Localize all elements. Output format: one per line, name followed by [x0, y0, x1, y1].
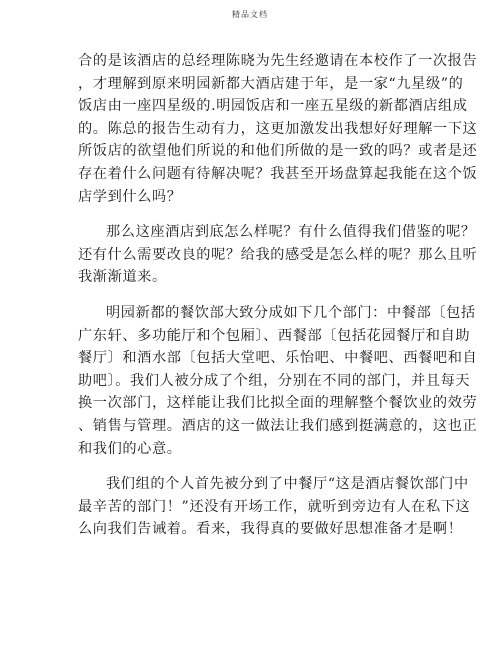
paragraph-2	[78, 221, 478, 289]
text-line: 餐厅〕和酒水部〔包括大堂吧、乐怡吧、中餐吧、西餐吧和自	[78, 350, 478, 367]
paragraph-4	[78, 473, 471, 541]
page-header: 精品文档	[232, 10, 268, 19]
text-line: 最辛苦的部门！”还没有开场工作，就听到旁边有人在私下这	[78, 498, 471, 515]
text-line: 的。陈总的报告生动有力，这更加激发出我想好好理解一下这	[78, 120, 478, 137]
text-line: 换一次部门，这样能让我们比拟全面的理解整个餐饮业的效劳	[78, 395, 478, 412]
text-line: 我渐渐道来。	[78, 269, 167, 286]
text-line: 还有什么需要改良的呢？给我的感受是怎么样的呢？那么且听	[78, 246, 478, 263]
text-line: 明园新都的餐饮部大致分成如下几个部门：中餐部〔包括	[106, 304, 476, 321]
text-line: 助吧〕。我们人被分成了个组，分别在不同的部门，并且每天	[78, 372, 471, 389]
text-line: 饭店由一座四星级的.明园饭店和一座五星级的新都酒店组成	[78, 98, 468, 115]
text-line: 存在着什么问题有待解决呢？我甚至开场盘算起我能在这个饭	[78, 165, 478, 182]
paragraph-1	[78, 50, 478, 208]
text-line: 么向我们告诫着。看来，我得真的要做好思想准备才是啊！	[78, 521, 463, 538]
text-line: 和我们的心意。	[78, 440, 182, 457]
text-line: 店学到什么吗？	[78, 188, 182, 205]
text-line: 、销售与管理。酒店的这一做法让我们感到挺满意的，这也正	[78, 417, 478, 434]
paragraph-3	[78, 302, 478, 460]
text-line: 那么这座酒店到底怎么样呢？有什么值得我们借鉴的呢？	[106, 224, 476, 241]
document-body	[78, 50, 478, 554]
text-line: 广东轩、多功能厅和个包厢〕、西餐部〔包括花园餐厅和自助	[78, 327, 471, 344]
text-line: 所饭店的欲望他们所说的和他们所做的是一致的吗？或者是还	[78, 143, 478, 160]
text-line: 合的是该酒店的总经理陈晓为先生经邀请在本校作了一次报告	[78, 53, 478, 69]
text-line: 我们组的个人首先被分到了中餐厅“这是酒店餐饮部门中	[106, 476, 469, 493]
text-line: ，才理解到原来明园新都大酒店建于年，是一家“九星级”的	[78, 75, 464, 92]
